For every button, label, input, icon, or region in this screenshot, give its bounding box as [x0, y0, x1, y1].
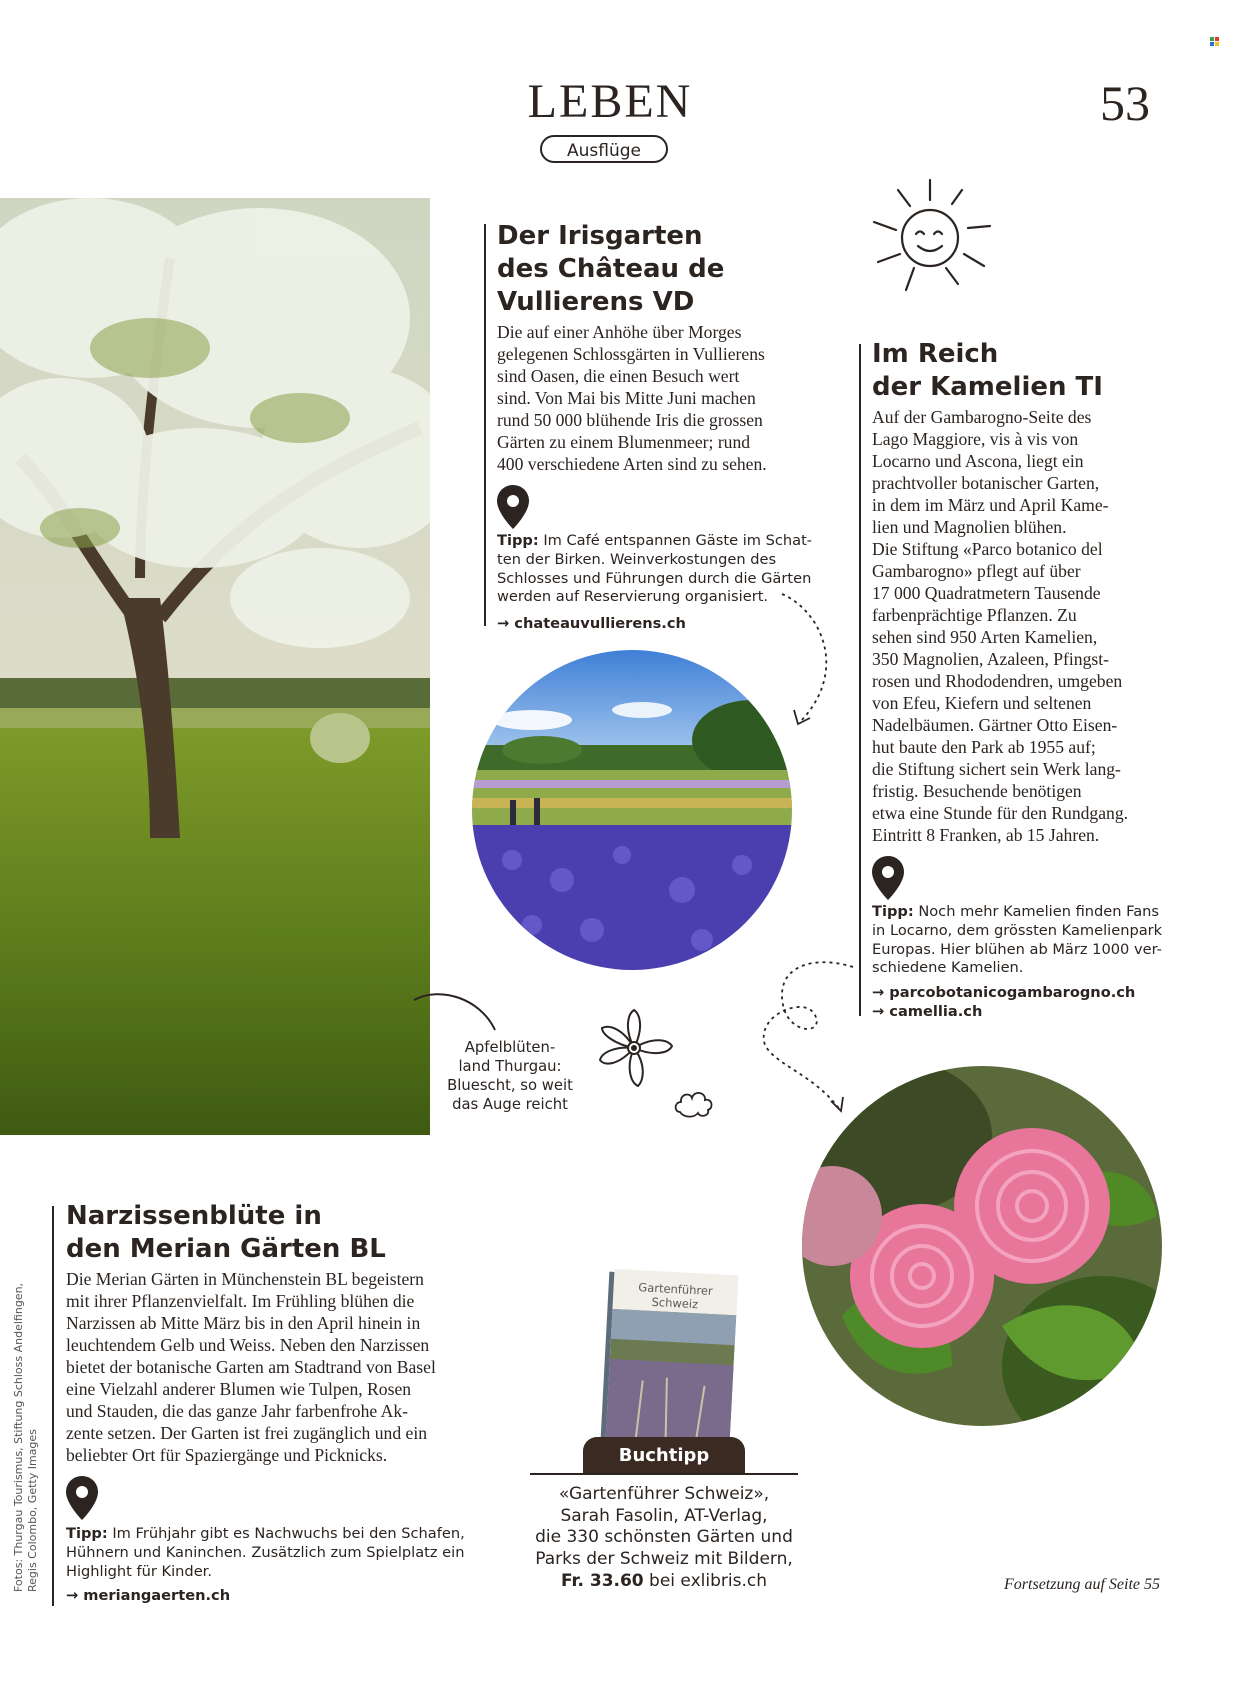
tip-line: ten der Birken. Weinverkostungen des	[497, 550, 777, 568]
tip-line: Europas. Hier blühen ab März 1000 ver-	[872, 940, 1162, 958]
body-line: Locarno und Ascona, liegt ein	[872, 451, 1084, 471]
caption-line: land Thurgau:	[458, 1058, 562, 1075]
body-line: 17 000 Quadratmetern Tausende	[872, 583, 1101, 603]
link-chateauvullierens[interactable]: → chateauvullierens.ch	[497, 615, 686, 632]
caption-line: Apfelblüten-	[464, 1039, 556, 1056]
tip-narzissen	[66, 1525, 506, 1581]
page-number: 53	[1100, 75, 1150, 131]
article-title-line: Im Reich	[872, 339, 999, 369]
tip-line: werden auf Reservierung organisiert.	[497, 588, 769, 606]
credits-line: Fotos: Thurgau Tourismus, Stiftung Schloss Andelfingen,	[12, 1282, 25, 1592]
body-line: sind. Von Mai bis Mitte Juni machen	[497, 388, 756, 408]
tip-line: schiedene Kamelien.	[872, 959, 1024, 977]
camellia-photo	[802, 1066, 1162, 1426]
flower-icon	[594, 1008, 674, 1093]
tip-line: Im Frühjahr gibt es Nachwuchs bei den Schafen,	[107, 1525, 465, 1542]
body-line: 400 verschiedene Arten sind zu sehen.	[497, 454, 767, 474]
book-cover	[606, 1269, 739, 1445]
tip-line: Noch mehr Kamelien finden Fans	[913, 903, 1160, 920]
body-line: Die Merian Gärten in Münchenstein BL begeistern	[66, 1269, 424, 1289]
apple-tree-photo	[0, 198, 430, 1135]
body-line: bietet der botanische Garten am Stadtrand von Basel	[66, 1357, 436, 1377]
body-line: etwa eine Stunde für den Rundgang.	[872, 803, 1129, 823]
column-rule	[859, 344, 861, 1016]
dotted-arrow-icon	[780, 590, 840, 735]
body-line: Gambarogno» pflegt auf über	[872, 561, 1081, 581]
caption-line: Bluescht, so weit	[447, 1077, 573, 1094]
book-description	[520, 1484, 808, 1593]
body-line: 350 Magnolien, Azaleen, Pfingst-	[872, 649, 1109, 669]
book-desc-line: Sarah Fasolin, AT-Verlag,	[560, 1505, 768, 1526]
body-line: Die auf einer Anhöhe über Morges	[497, 322, 742, 342]
body-line: sind Oasen, die einen Besuch wert	[497, 366, 740, 386]
tip-line: Hühnern und Kaninchen. Zusätzlich zum Spielplatz ein	[66, 1543, 465, 1561]
book-shop: bei exlibris.ch	[643, 1570, 767, 1591]
body-line: farbenprächtige Pflanzen. Zu	[872, 605, 1077, 625]
continuation-note: Fortsetzung auf Seite 55	[1004, 1576, 1160, 1593]
iris-field-photo	[472, 650, 792, 970]
location-pin-icon	[66, 1476, 98, 1525]
article-title-line: den Merian Gärten BL	[66, 1234, 386, 1264]
article-title-line: Narzissenblüte in	[66, 1201, 322, 1231]
subsection-pill: Ausflüge	[540, 135, 668, 163]
body-line: Auf der Gambarogno-Seite des	[872, 407, 1092, 427]
book-label-rule	[530, 1473, 798, 1475]
body-line: Narzissen ab Mitte März bis in den April hinein in	[66, 1313, 421, 1333]
body-line: mit ihrer Pflanzenvielfalt. Im Frühling blühen die	[66, 1291, 415, 1311]
book-desc-line: «Gartenführer Schweiz»,	[558, 1484, 770, 1504]
dotted-arrow-icon	[755, 955, 855, 1120]
book-tip-label: Buchtipp	[583, 1437, 745, 1475]
article-title-line: Der Irisgarten	[497, 221, 703, 251]
tip-line: Schlosses und Führungen durch die Gärten	[497, 569, 812, 587]
tip-label: Tipp:	[66, 1525, 108, 1542]
body-line: gelegenen Schlossgärten in Vullierens	[497, 344, 765, 364]
photo-caption	[440, 1038, 580, 1114]
tip-label: Tipp:	[497, 532, 539, 549]
body-line: die Stiftung sichert sein Werk lang-	[872, 759, 1121, 779]
link-camellia[interactable]: → camellia.ch	[872, 1003, 983, 1020]
body-line: eine Vielzahl anderer Blumen wie Tulpen, Rosen	[66, 1379, 412, 1399]
corner-mark	[1210, 33, 1219, 42]
body-line: beliebter Ort für Spaziergänge und Picknicks.	[66, 1445, 388, 1465]
link-parcobotanico[interactable]: → parcobotanicogambarogno.ch	[872, 984, 1136, 1001]
tip-label: Tipp:	[872, 903, 914, 920]
tip-line: Im Café entspannen Gäste im Schat-	[538, 532, 813, 549]
credits-line: Regis Colombo, Getty Images	[25, 1429, 39, 1592]
article-narzissen	[66, 1200, 506, 1466]
body-line: zente setzen. Der Garten ist frei zugänglich und ein	[66, 1423, 428, 1443]
cloud-icon	[672, 1088, 716, 1123]
body-line: rosen und Rhododendren, umgeben	[872, 671, 1123, 691]
tip-line: Highlight für Kinder.	[66, 1562, 212, 1580]
body-line: hut baute den Park ab 1955 auf;	[872, 737, 1096, 757]
book-cover-title: Gartenführer Schweiz	[638, 1280, 714, 1312]
section-title: LEBEN	[527, 75, 693, 128]
column-rule	[52, 1206, 54, 1606]
body-line: Die Stiftung «Parco botanico del	[872, 539, 1103, 559]
body-line: sehen sind 950 Arten Kamelien,	[872, 627, 1098, 647]
caption-pointer-icon	[410, 990, 500, 1045]
article-title-line: des Château de	[497, 254, 725, 284]
article-kamelien	[872, 338, 1212, 846]
article-title-line: der Kamelien TI	[872, 372, 1103, 402]
body-line: rund 50 000 blühende Iris die grossen	[497, 410, 763, 430]
sun-icon	[870, 176, 995, 306]
body-line: von Efeu, Kiefern und seltenen	[872, 693, 1092, 713]
body-line: und Stauden, die das ganze Jahr farbenfrohe Ak-	[66, 1401, 408, 1421]
book-desc-line: Parks der Schweiz mit Bildern,	[535, 1549, 793, 1570]
body-line: Gärten zu einem Blumenmeer; rund	[497, 432, 751, 452]
body-line: leuchtendem Gelb und Weiss. Neben den Narzissen	[66, 1335, 430, 1355]
book-desc-line: die 330 schönsten Gärten und	[535, 1527, 793, 1548]
photo-credits	[12, 1282, 39, 1592]
link-meriangaerten[interactable]: → meriangaerten.ch	[66, 1587, 231, 1604]
book-price: Fr. 33.60	[561, 1570, 644, 1591]
body-line: lien und Magnolien blühen.	[872, 517, 1067, 537]
caption-line: das Auge reicht	[452, 1096, 568, 1113]
location-pin-icon	[872, 856, 904, 905]
body-line: Eintritt 8 Franken, ab 15 Jahren.	[872, 825, 1100, 845]
body-line: in dem im März und April Kame-	[872, 495, 1109, 515]
article-title-line: Vullierens VD	[497, 287, 695, 317]
tip-irisgarten	[497, 532, 827, 607]
body-line: fristig. Besuchende benötigen	[872, 781, 1082, 801]
tip-kamelien	[872, 903, 1212, 978]
body-line: Nadelbäumen. Gärtner Otto Eisen-	[872, 715, 1118, 735]
body-line: prachtvoller botanischer Garten,	[872, 473, 1100, 493]
tip-line: in Locarno, dem grössten Kamelienpark	[872, 921, 1163, 939]
location-pin-icon	[497, 485, 529, 534]
column-rule	[484, 224, 486, 626]
article-irisgarten	[497, 220, 827, 475]
body-line: Lago Maggiore, vis à vis von	[872, 429, 1079, 449]
